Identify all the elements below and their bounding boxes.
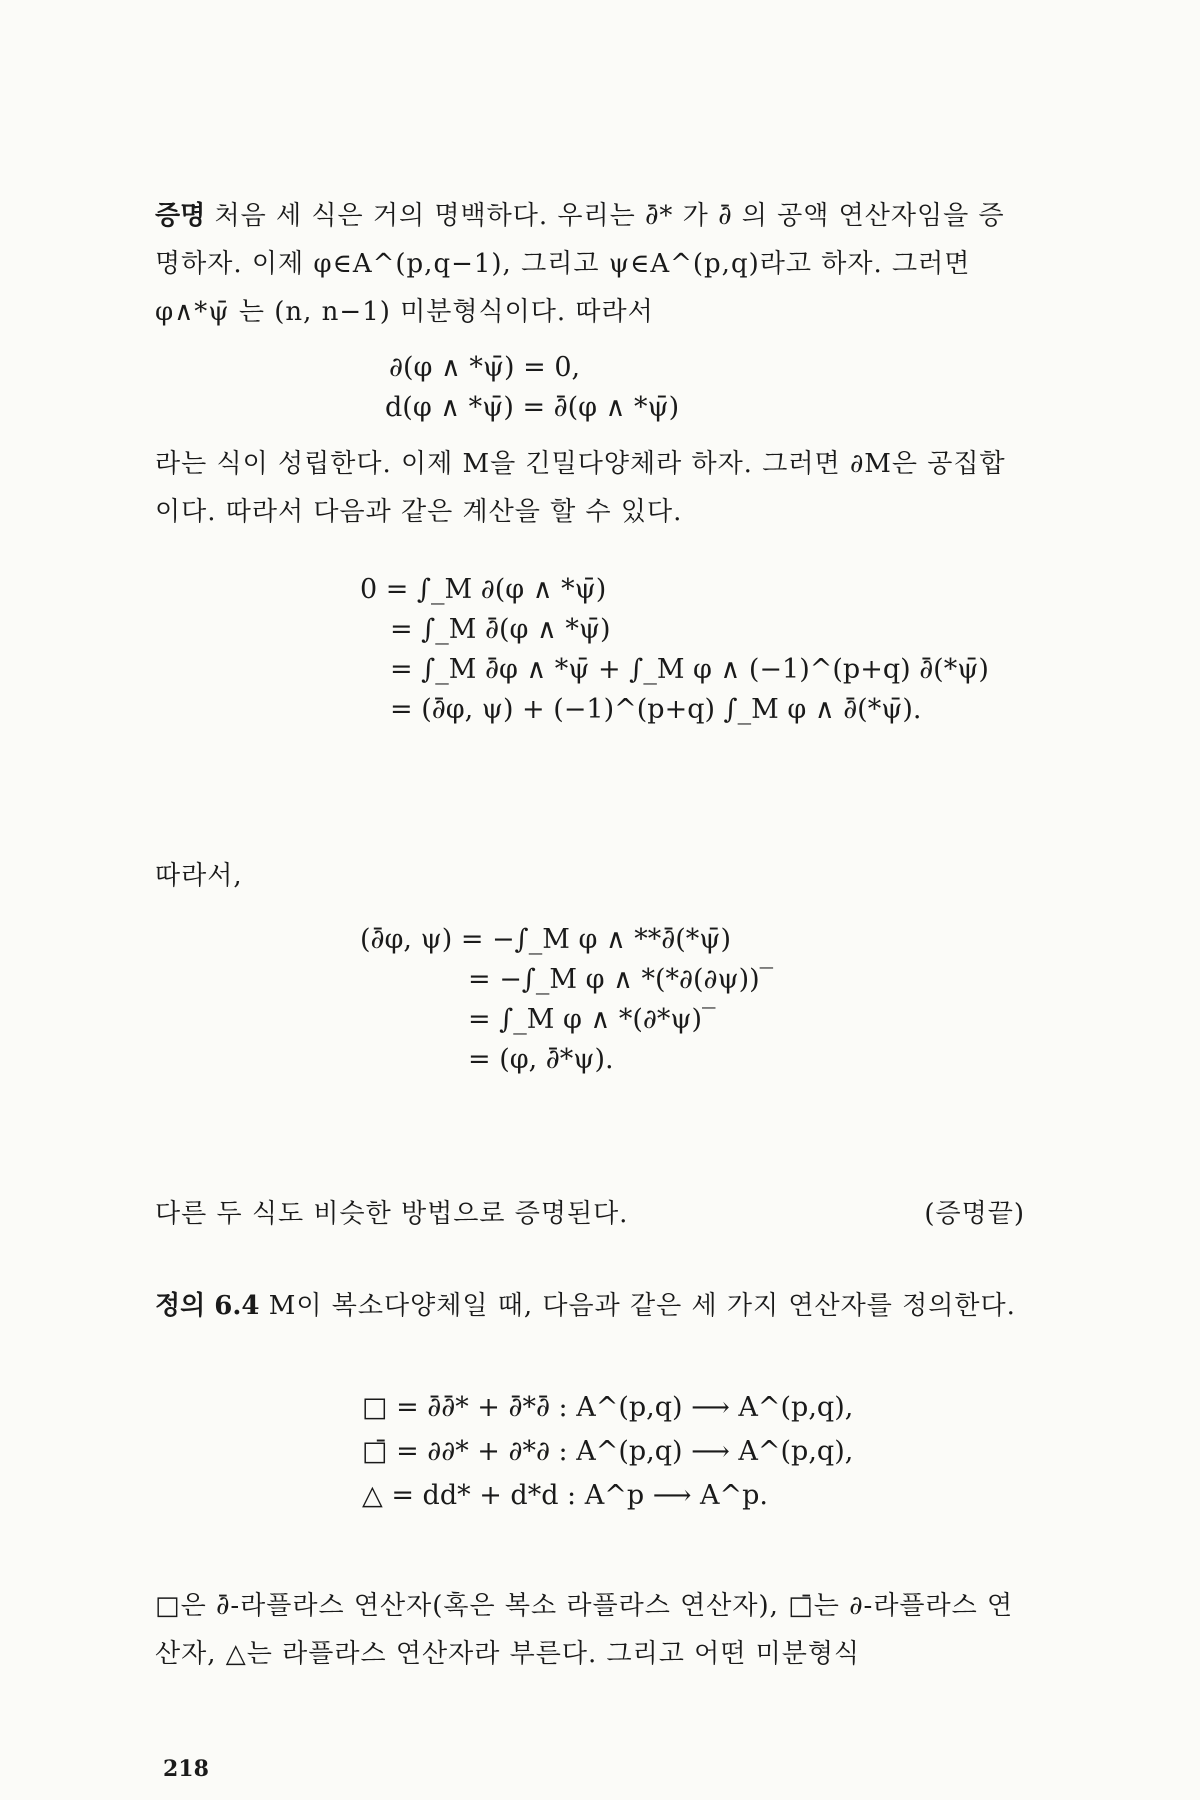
proof-label: 증명 bbox=[155, 201, 206, 231]
equation-line: = ∫_M ∂̄(φ ∧ *ψ̄) bbox=[390, 614, 611, 645]
equation-line: △ = dd* + d*d : A^p ⟶ A^p. bbox=[362, 1480, 769, 1511]
equation-block-4 bbox=[362, 1388, 853, 1520]
equation-line: d(φ ∧ *ψ̄) = ∂̄(φ ∧ *ψ̄) bbox=[385, 392, 680, 423]
definition-text: M이 복소다양체일 때, 다음과 같은 세 가지 연산자를 정의한다. bbox=[259, 1291, 1016, 1321]
paragraph-text: □은 ∂̄-라플라스 연산자(혹은 복소 라플라스 연산자), □̄는 ∂-라플라스 연산자, △는 라플라스 연산자라 부른다. 그리고 어떤 미분형식 bbox=[155, 1591, 1014, 1669]
equation-line: 0 = ∫_M ∂(φ ∧ *ψ̄) bbox=[360, 574, 607, 605]
laplace-paragraph bbox=[155, 1582, 1025, 1678]
equation-line: □̄ = ∂∂* + ∂*∂ : A^(p,q) ⟶ A^(p,q), bbox=[362, 1436, 854, 1467]
equation-line: = ∫_M φ ∧ *(∂*ψ)‾ bbox=[468, 1004, 716, 1035]
definition-paragraph bbox=[155, 1282, 1025, 1330]
therefore-line bbox=[155, 852, 1025, 900]
qed-mark: (증명끝) bbox=[924, 1199, 1025, 1229]
equation-line: = (φ, ∂̄*ψ). bbox=[468, 1044, 614, 1075]
paragraph-compact bbox=[155, 440, 1025, 536]
proof-paragraph bbox=[155, 192, 1025, 336]
therefore-text: 따라서, bbox=[155, 861, 243, 891]
equation-line: ∂(φ ∧ *ψ̄) = 0, bbox=[389, 352, 581, 383]
equation-line: = −∫_M φ ∧ *(*∂(∂ψ))‾ bbox=[468, 964, 774, 995]
equation-line: (∂̄φ, ψ) = −∫_M φ ∧ **∂̄(*ψ̄) bbox=[360, 924, 732, 955]
equation-line: = (∂̄φ, ψ) + (−1)^(p+q) ∫_M φ ∧ ∂̄(*ψ̄). bbox=[390, 694, 922, 725]
page-number: 218 bbox=[163, 1756, 209, 1782]
definition-label: 정의 6.4 bbox=[155, 1291, 260, 1321]
equation-block-2 bbox=[360, 570, 989, 730]
paragraph-text: 라는 식이 성립한다. 이제 M을 긴밀다양체라 하자. 그러면 ∂M은 공집합이다. 따라서 다음과 같은 계산을 할 수 있다. bbox=[155, 449, 1006, 527]
proof-text: 처음 세 식은 거의 명백하다. 우리는 ∂̄* 가 ∂̄ 의 공액 연산자임을 증명하자. 이제 φ∈A^(p,q−1), 그리고 ψ∈A^(p,q)라고 하자. 그러면 φ∧*ψ̄ 는 (n, n−1) 미분형식이다. 따라서 bbox=[155, 201, 1005, 327]
equation-line: □ = ∂̄∂̄* + ∂̄*∂̄ : A^(p,q) ⟶ A^(p,q), bbox=[362, 1392, 854, 1423]
equation-block-3 bbox=[360, 920, 773, 1080]
proof-end-paragraph bbox=[155, 1190, 1025, 1238]
equation-line: = ∫_M ∂̄φ ∧ *ψ̄ + ∫_M φ ∧ (−1)^(p+q) ∂̄(*ψ̄) bbox=[390, 654, 989, 685]
equation-block-1 bbox=[385, 348, 679, 428]
paragraph-text: 다른 두 식도 비슷한 방법으로 증명된다. bbox=[155, 1199, 629, 1229]
